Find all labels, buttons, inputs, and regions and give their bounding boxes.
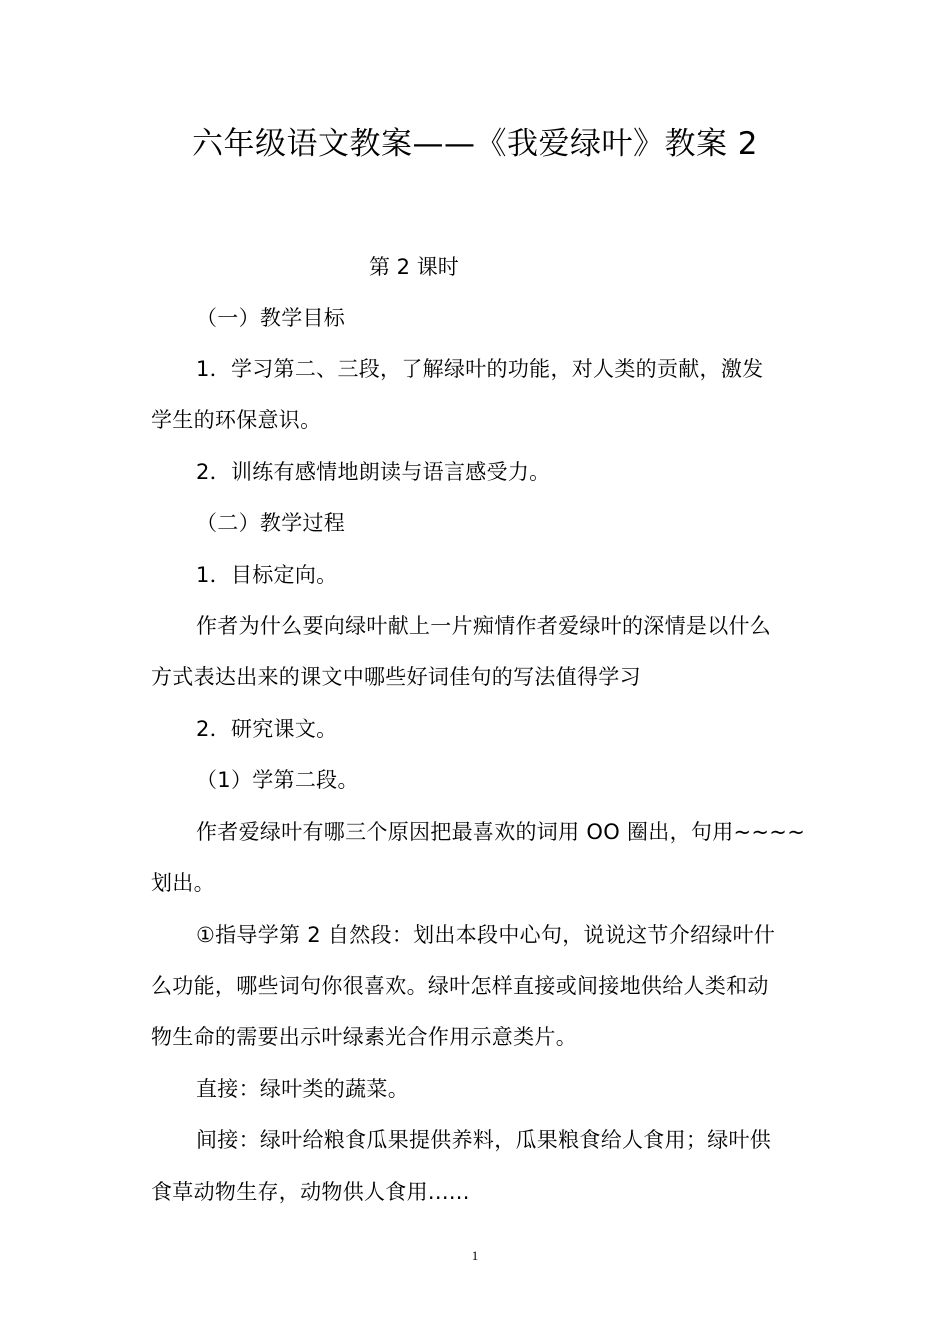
paragraph-line: 2．训练有感情地朗读与语言感受力。 [196,460,551,484]
page-title: 六年级语文教案——《我爱绿叶》教案 2 [191,126,759,162]
paragraph-line: 方式表达出来的课文中哪些好词佳句的写法值得学习 [151,665,641,689]
section-heading-teaching-goals: （一）教学目标 [196,306,346,330]
paragraph-line: 2．研究课文。 [196,717,338,741]
paragraph-line: 作者为什么要向绿叶献上一片痴情作者爱绿叶的深情是以什么 [196,614,772,638]
paragraph-line: 划出。 [151,871,215,895]
paragraph-line: 作者爱绿叶有哪三个原因把最喜欢的词用 OO 圈出，句用~~~~ [196,820,806,844]
paragraph-line: 物生命的需要出示叶绿素光合作用示意类片。 [151,1025,577,1049]
paragraph-line: 学生的环保意识。 [151,408,322,432]
lesson-period-subtitle: 第 2 课时 [369,255,459,279]
paragraph-line: ①指导学第 2 自然段：划出本段中心句，说说这节介绍绿叶什 [196,923,776,947]
paragraph-line: 间接：绿叶给粮食瓜果提供养料，瓜果粮食给人食用；绿叶供 [196,1128,772,1152]
page-number: 1 [471,1248,479,1263]
paragraph-line: （1）学第二段。 [196,768,359,792]
paragraph-line: 食草动物生存，动物供人食用...... [151,1180,470,1204]
paragraph-line: 1．目标定向。 [196,563,338,587]
paragraph-line: 么功能，哪些词句你很喜欢。绿叶怎样直接或间接地供给人类和动 [151,974,769,998]
section-heading-teaching-process: （二）教学过程 [196,511,346,535]
paragraph-line: 1．学习第二、三段，了解绿叶的功能，对人类的贡献，激发 [196,357,764,381]
paragraph-line: 直接：绿叶类的蔬菜。 [196,1077,409,1101]
